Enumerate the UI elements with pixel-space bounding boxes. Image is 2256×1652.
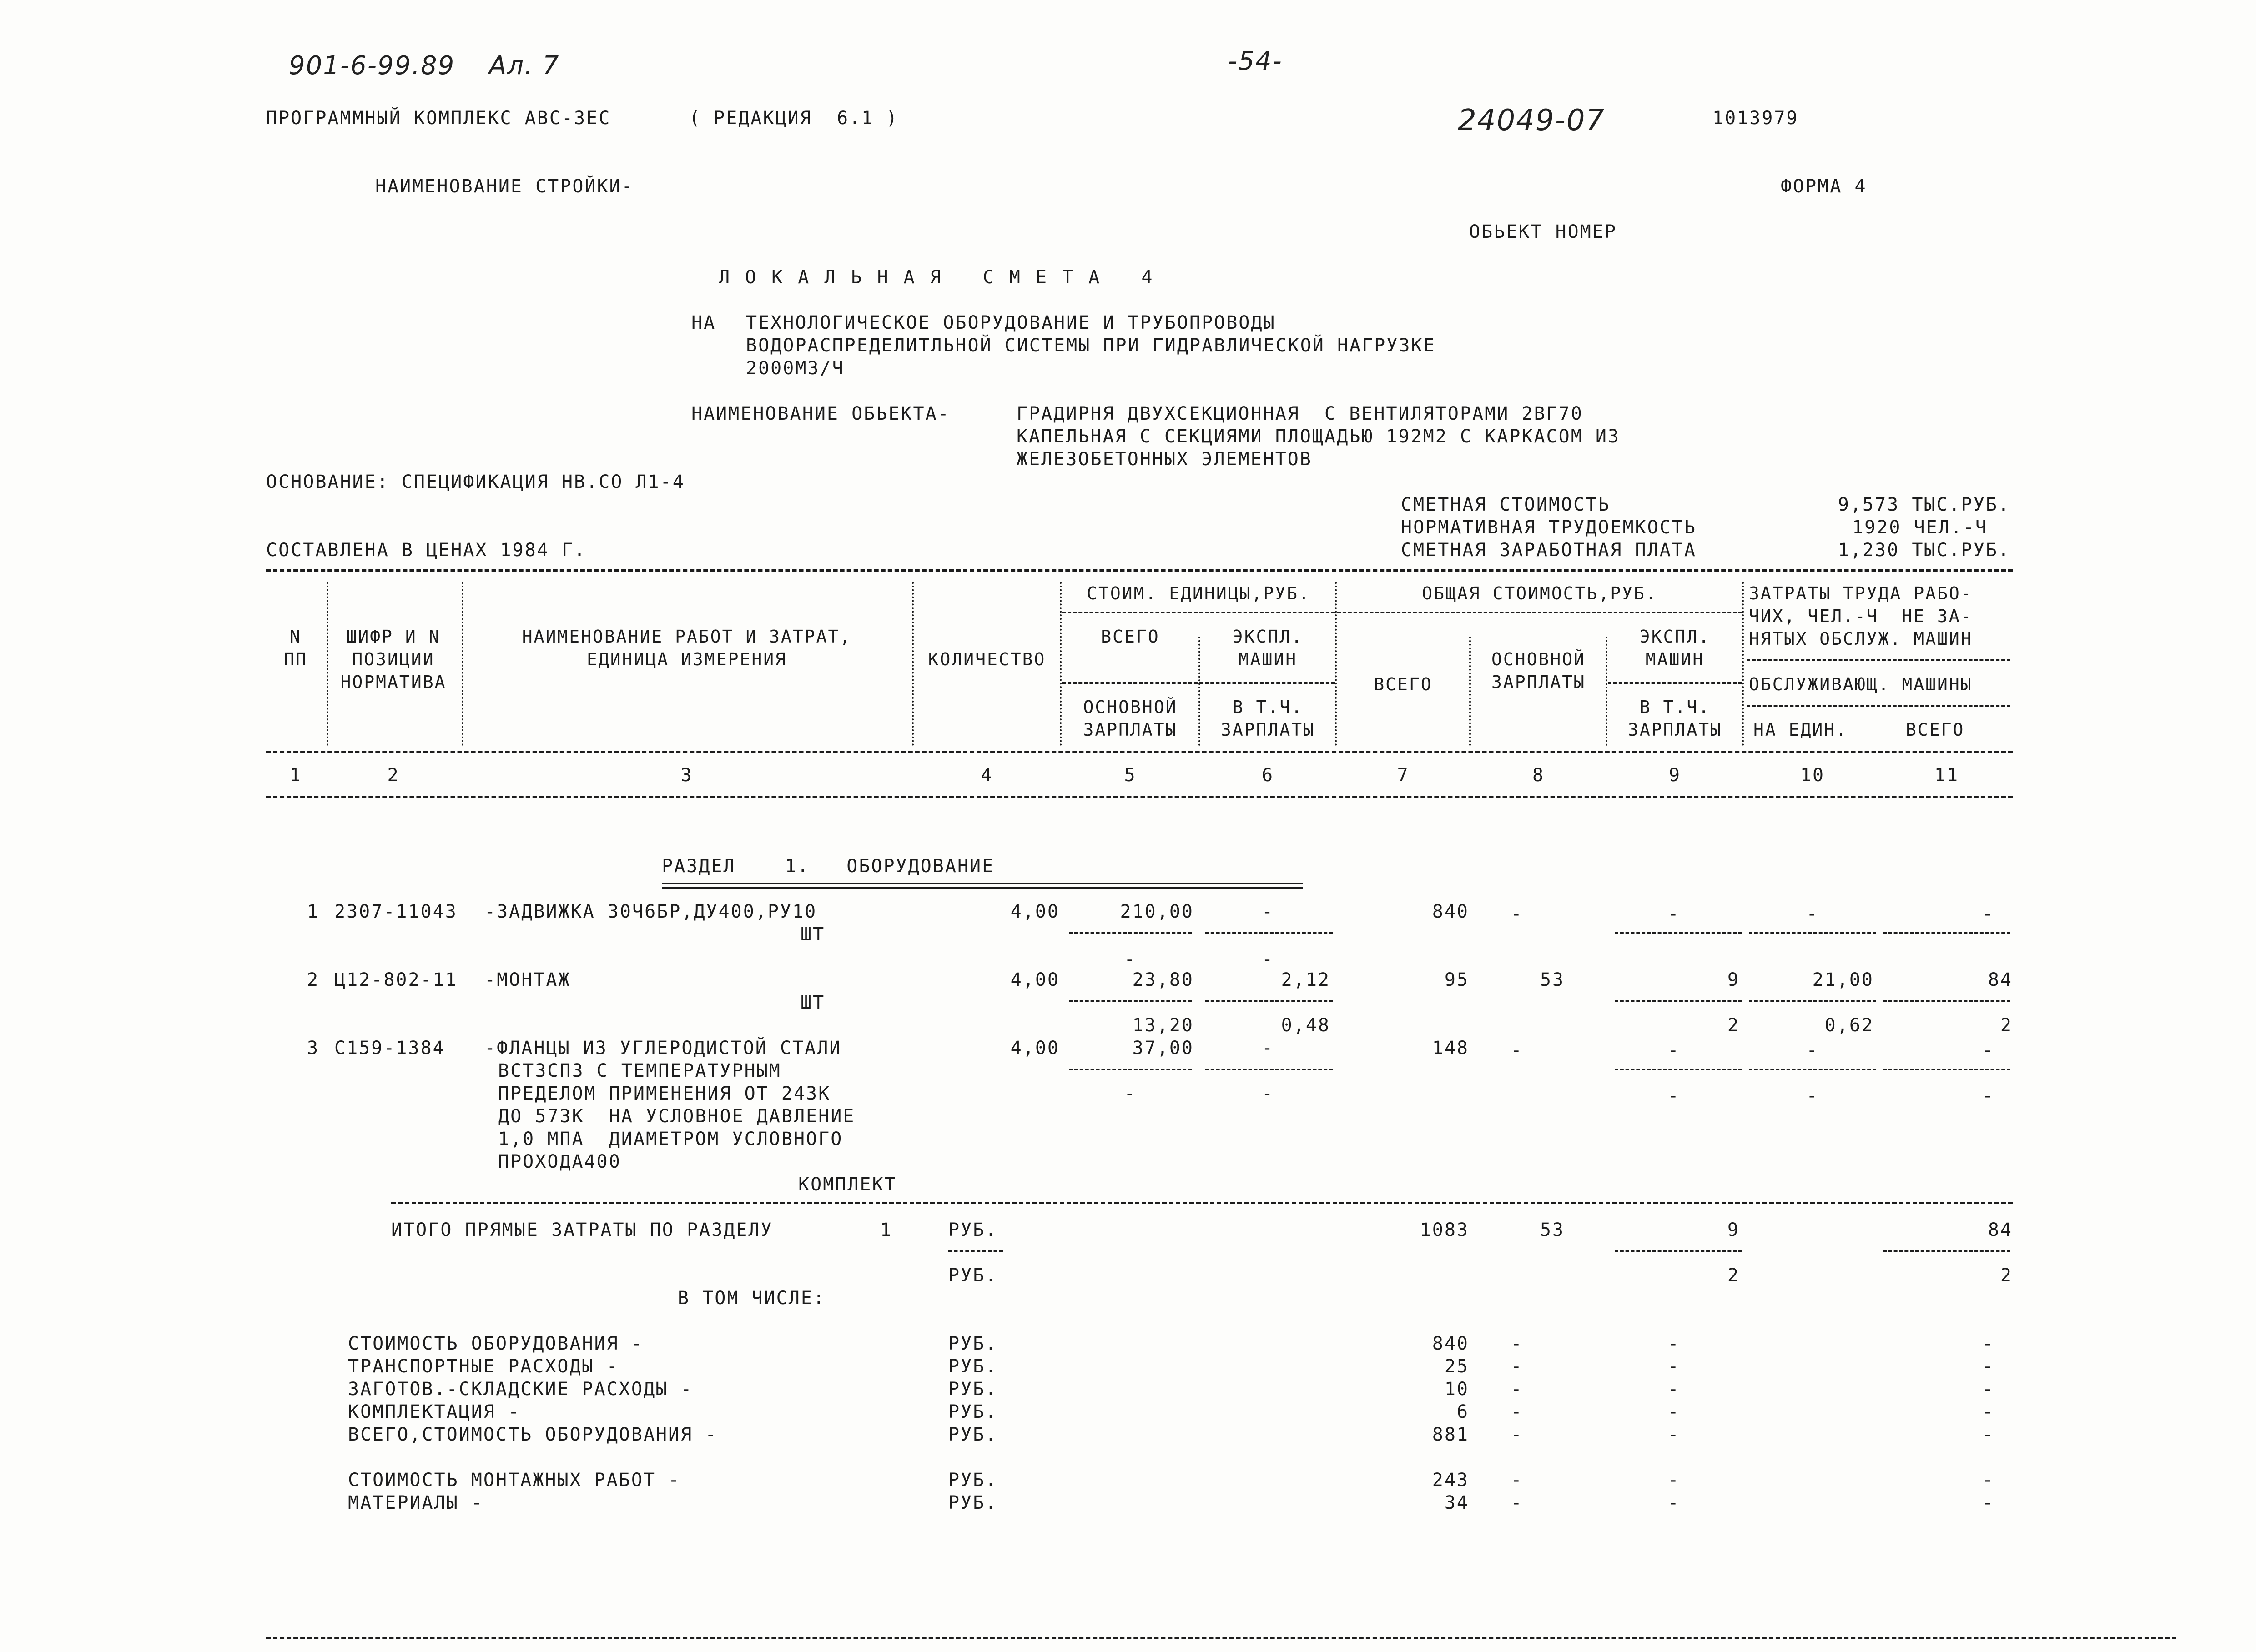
breakdown-label-1: СТОИМОСТЬ ОБОРУДОВАНИЯ - [348,1333,644,1354]
row1-total-wage: - [1511,904,1523,924]
colnum-6: 6 [1261,765,1274,786]
row1-name: -ЗАДВИЖКА 30Ч6БР,ДУ400,РУ10 [484,901,817,922]
colnum-8: 8 [1532,765,1545,786]
header-unit-vtch-1: В Т.Ч. [1232,697,1304,717]
breakdown-total-4: 6 [1456,1401,1469,1422]
breakdown-ekspl-4: - [1667,1401,1680,1422]
header-unit-osnovnoy-2: ЗАРПЛАТЫ [1083,720,1178,740]
col-sep-6 [1335,582,1337,746]
header-labor-vsego: ВСЕГО [1906,720,1965,740]
header-unit-vtch-2: ЗАРПЛАТЫ [1220,720,1315,740]
row2-total-ekspl: 9 [1727,969,1740,990]
summary-value-wages: 1,230 ТЫС.РУБ. [1838,540,2010,561]
totals-sub-9 [1615,1250,1742,1252]
ekspl-midrule [1608,682,1742,684]
row1-sub-5 [1069,932,1192,934]
totals-unit: РУБ. [948,1220,998,1240]
col-sep-8 [1606,637,1607,746]
header-total-vsego: ВСЕГО [1374,674,1433,694]
na-line-1: ТЕХНОЛОГИЧЕСКОЕ ОБОРУДОВАНИЕ И ТРУБОПРОВОДЫ [746,312,1276,333]
row2-unit-ekspl: 2,12 [1281,969,1330,990]
row2-total: 95 [1444,969,1469,990]
document-code: 1013979 [1712,108,1799,129]
header-col2-line3: НОРМАТИВА [340,672,447,692]
breakdown-unit-4: РУБ. [948,1401,998,1422]
object-number-label: ОБЬЕКТ НОМЕР [1469,221,1617,242]
na-label: НА [691,312,716,333]
breakdown-unit-5: РУБ. [948,1424,998,1445]
breakdown-labor-7: - [1982,1492,1994,1513]
row2-sub-11 [1883,1000,2010,1002]
stroika-label: НАИМЕНОВАНИЕ СТРОЙКИ- [375,176,634,197]
row2-qty: 4,00 [1010,969,1060,990]
row2-name: -МОНТАЖ [484,969,571,990]
header-col1-line2: ПП [284,649,307,669]
row1-sub-11 [1883,932,2010,934]
row2-unit-cost-wage: 13,20 [1132,1015,1194,1036]
header-labor-na-edin: НА ЕДИН. [1753,720,1848,740]
colnum-2: 2 [387,765,400,786]
row2-sub-9 [1615,1000,1742,1002]
row3-name-5: 1,0 МПА ДИАМЕТРОМ УСЛОВНОГО [498,1129,843,1150]
row1-unit-ekspl: - [1261,901,1274,922]
breakdown-unit-2: РУБ. [948,1356,998,1377]
breakdown-ekspl-2: - [1667,1356,1680,1377]
prices-line: СОСТАВЛЕНА В ЦЕНАХ 1984 Г. [266,540,587,561]
header-total-vtch-1: В Т.Ч. [1639,697,1711,717]
row2-labor-total: 84 [1988,969,2013,990]
row3-sub-6 [1205,1069,1333,1070]
header-total-osnovnoy-2: ЗАРПЛАТЫ [1491,672,1586,692]
row1-unit: ШТ [801,924,826,945]
na-line-3: 2000М3/Ч [746,358,845,379]
breakdown-total-7: 34 [1444,1492,1469,1513]
header-total-ekspl-2: МАШИН [1645,649,1705,669]
row3-sub-11 [1883,1069,2010,1070]
breakdown-labor-5: - [1982,1424,1994,1445]
row3-total-ekspl: - [1667,1040,1680,1061]
colnum-7: 7 [1397,765,1410,786]
row2-unit: ШТ [801,992,826,1013]
totals-labor: 84 [1988,1220,2013,1240]
breakdown-wage-2: - [1511,1356,1523,1377]
basis-line: ОСНОВАНИЕ: СПЕЦИФИКАЦИЯ НВ.СО Л1-4 [266,472,685,492]
breakdown-label-6: СТОИМОСТЬ МОНТАЖНЫХ РАБОТ - [348,1470,681,1491]
colnum-4: 4 [981,765,993,786]
totals-label: ИТОГО ПРЯМЫЕ ЗАТРАТЫ ПО РАЗДЕЛУ [391,1220,773,1240]
header-col3-line1: НАИМЕНОВАНИЕ РАБОТ И ЗАТРАТ, [522,627,852,647]
including-label: В ТОМ ЧИСЛЕ: [678,1288,826,1309]
header-total-vtch-2: ЗАРПЛАТЫ [1627,720,1722,740]
row3-name-2: ВСТ3СП3 С ТЕМПЕРАТУРНЫМ [498,1060,781,1081]
breakdown-label-7: МАТЕРИАЛЫ - [348,1492,483,1513]
header-total-ekspl-1: ЭКСПЛ. [1639,627,1711,647]
row3-sub-5 [1069,1069,1192,1070]
row3-labor-unit-b: - [1806,1085,1819,1106]
summary-value-cost: 9,573 ТЫС.РУБ. [1838,494,2010,515]
header-col2-line2: ПОЗИЦИИ [352,649,435,669]
row2-sub-6 [1205,1000,1333,1002]
total-cost-subrule [1337,612,1742,613]
row3-n: 3 [307,1038,320,1059]
row1-labor-total: - [1982,904,1994,924]
row3-unit-ekspl: - [1261,1038,1274,1059]
summary-value-labor: 1920 ЧЕЛ.-Ч [1852,517,1988,538]
breakdown-unit-6: РУБ. [948,1470,998,1491]
object-line-3: ЖЕЛЕЗОБЕТОННЫХ ЭЛЕМЕНТОВ [1017,449,1312,470]
breakdown-labor-3: - [1982,1379,1994,1400]
header-col1-line1: N [290,627,302,647]
program-name: ПРОГРАММНЫЙ КОМПЛЕКС АВС-ЗЕС [266,108,611,129]
row2-total-wage: 53 [1540,969,1565,990]
row3-code: С159-1384 [334,1038,445,1059]
row1-code: 2307-11043 [334,901,458,922]
breakdown-total-3: 10 [1444,1379,1469,1400]
row2-n: 2 [307,969,320,990]
row3-labor-total-b: - [1982,1085,1994,1106]
breakdown-ekspl-1: - [1667,1333,1680,1354]
summary-label-wages: СМЕТНАЯ ЗАРАБОТНАЯ ПЛАТА [1401,540,1697,561]
row2-labor-unit: 21,00 [1812,969,1874,990]
row1-sub-10 [1749,932,1876,934]
section-title: РАЗДЕЛ 1. ОБОРУДОВАНИЕ [662,856,995,877]
totals-wage: 53 [1540,1220,1565,1240]
breakdown-total-5: 881 [1432,1424,1469,1445]
summary-label-cost: СМЕТНАЯ СТОИМОСТЬ [1401,494,1611,515]
breakdown-ekspl-5: - [1667,1424,1680,1445]
row3-labor-total: - [1982,1040,1994,1061]
row2-unit-cost: 23,80 [1132,969,1194,990]
row1-unit-cost-wage: - [1124,949,1137,970]
row3-total-ekspl-wage: - [1667,1085,1680,1106]
row3-sub-10 [1749,1069,1876,1070]
breakdown-ekspl-3: - [1667,1379,1680,1400]
object-label: НАИМЕНОВАНИЕ ОБЬЕКТА- [691,403,950,424]
totals-unit-2: РУБ. [948,1265,998,1286]
col-sep-5 [1198,637,1200,746]
row3-name-4: ДО 573К НА УСЛОВНОЕ ДАВЛЕНИЕ [498,1106,856,1127]
breakdown-labor-4: - [1982,1401,1994,1422]
object-line-2: КАПЕЛЬНАЯ С СЕКЦИЯМИ ПЛОЩАДЬЮ 192М2 С КАРКАСОМ ИЗ [1017,426,1621,447]
row2-unit-ekspl-wage: 0,48 [1281,1015,1330,1036]
header-unit-cost: СТОИМ. ЕДИНИЦЫ,РУБ. [1087,583,1310,603]
labor-rule-1 [1747,659,2010,661]
breakdown-wage-6: - [1511,1470,1523,1491]
breakdown-label-3: ЗАГОТОВ.-СКЛАДСКИЕ РАСХОДЫ - [348,1379,693,1400]
bottom-perforation [266,1637,2176,1639]
breakdown-labor-1: - [1982,1333,1994,1354]
row1-unit-cost: 210,00 [1120,901,1194,922]
handwritten-reg-number: 24049-07 [1458,104,1606,137]
colnum-9: 9 [1668,765,1682,786]
header-total-osnovnoy-1: ОСНОВНОЙ [1491,649,1586,669]
estimate-title: ЛОКАЛЬНАЯ СМЕТА 4 [719,267,1168,288]
row3-name-3: ПРЕДЕЛОМ ПРИМЕНЕНИЯ ОТ 243К [498,1083,831,1104]
row1-total-ekspl: - [1667,904,1680,924]
program-edition: ( РЕДАКЦИЯ 6.1 ) [689,108,899,129]
row1-qty: 4,00 [1010,901,1060,922]
totals-total: 1083 [1420,1220,1469,1240]
col-sep-7 [1469,637,1471,746]
row2-labor-total-b: 2 [2000,1015,2013,1036]
form-label: ФОРМА 4 [1781,176,1867,197]
handwritten-album: Ал. 7 [489,51,560,80]
header-col2-line1: ШИФР И N [346,627,441,647]
row3-total-wage: - [1511,1040,1523,1061]
object-line-1: ГРАДИРНЯ ДВУХСЕКЦИОННАЯ С ВЕНТИЛЯТОРАМИ 2ВГ70 [1017,403,1583,424]
row3-unit: КОМПЛЕКТ [798,1174,897,1195]
breakdown-labor-6: - [1982,1470,1994,1491]
row1-sub-9 [1615,932,1742,934]
breakdown-total-1: 840 [1432,1333,1469,1354]
header-col3-line2: ЕДИНИЦА ИЗМЕРЕНИЯ [587,649,787,669]
summary-label-labor: НОРМАТИВНАЯ ТРУДОЕМКОСТЬ [1401,517,1697,538]
handwritten-page-number: -54- [1228,46,1283,76]
totals-sub-11 [1883,1250,2010,1252]
col-sep-2 [462,582,463,746]
labor-rule-2 [1747,705,2010,707]
unit-cost-midrule [1062,682,1335,684]
breakdown-wage-1: - [1511,1333,1523,1354]
breakdown-ekspl-7: - [1667,1492,1680,1513]
colnum-1: 1 [289,765,302,786]
totals-ekspl-wage: 2 [1727,1265,1740,1286]
breakdown-total-6: 243 [1432,1470,1469,1491]
row3-name-6: ПРОХОДА400 [498,1151,621,1172]
unit-cost-subrule [1062,612,1335,613]
column-numbers-rule [266,796,2013,798]
row1-total: 840 [1432,901,1469,922]
breakdown-wage-5: - [1511,1424,1523,1445]
colnum-5: 5 [1124,765,1137,786]
section-underline [662,883,1303,889]
row2-labor-unit-b: 0,62 [1824,1015,1874,1036]
row1-n: 1 [307,901,320,922]
handwritten-doc-code: 901-6-99.89 [289,51,455,80]
totals-rule [391,1202,2013,1204]
breakdown-wage-4: - [1511,1401,1523,1422]
na-line-2: ВОДОРАСПРЕДЕЛИТЛЬНОЙ СИСТЕМЫ ПРИ ГИДРАВЛИЧЕСКОЙ НАГРУЗКЕ [746,335,1436,356]
breakdown-label-4: КОМПЛЕКТАЦИЯ - [348,1401,521,1422]
colnum-11: 11 [1934,765,1959,786]
row3-qty: 4,00 [1010,1038,1060,1059]
row2-sub-10 [1749,1000,1876,1002]
header-labor-4: ОБСЛУЖИВАЮЩ. МАШИНЫ [1749,674,1973,694]
row3-total: 148 [1432,1038,1469,1059]
totals-ekspl: 9 [1727,1220,1740,1240]
row1-unit-ekspl-wage: - [1261,949,1274,970]
breakdown-unit-3: РУБ. [948,1379,998,1400]
header-unit-osnovnoy-1: ОСНОВНОЙ [1083,697,1178,717]
table-header-bottom-rule [266,751,2013,753]
row1-sub-6 [1205,932,1333,934]
row3-unit-ekspl-wage: - [1261,1083,1274,1104]
table-top-rule [266,569,2013,572]
colnum-3: 3 [680,765,693,786]
row2-total-ekspl-wage: 2 [1727,1015,1740,1036]
header-labor-2: ЧИХ, ЧЕЛ.-Ч НЕ ЗА- [1749,606,1973,626]
breakdown-total-2: 25 [1444,1356,1469,1377]
row3-unit-cost: 37,00 [1132,1038,1194,1059]
breakdown-labor-2: - [1982,1356,1994,1377]
totals-section-no: 1 [880,1220,893,1240]
breakdown-label-5: ВСЕГО,СТОИМОСТЬ ОБОРУДОВАНИЯ - [348,1424,718,1445]
row3-unit-cost-wage: - [1124,1083,1137,1104]
row2-sub-5 [1069,1000,1192,1002]
breakdown-unit-7: РУБ. [948,1492,998,1513]
row2-code: Ц12-802-11 [334,969,458,990]
row3-labor-unit: - [1806,1040,1819,1061]
header-total-cost: ОБЩАЯ СТОИМОСТЬ,РУБ. [1422,583,1657,603]
header-labor-1: ЗАТРАТЫ ТРУДА РАБО- [1749,583,1973,603]
breakdown-wage-3: - [1511,1379,1523,1400]
header-unit-ekspl-1: ЭКСПЛ. [1232,627,1304,647]
row1-labor-unit: - [1806,904,1819,924]
header-unit-vsego: ВСЕГО [1101,627,1160,647]
header-col4: КОЛИЧЕСТВО [928,649,1046,669]
row3-sub-9 [1615,1069,1742,1070]
row3-name-1: -ФЛАНЦЫ ИЗ УГЛЕРОДИСТОЙ СТАЛИ [484,1038,842,1059]
breakdown-unit-1: РУБ. [948,1333,998,1354]
breakdown-ekspl-6: - [1667,1470,1680,1491]
totals-unit-rule [948,1250,1003,1252]
breakdown-label-2: ТРАНСПОРТНЫЕ РАСХОДЫ - [348,1356,619,1377]
col-sep-9 [1742,582,1744,746]
colnum-10: 10 [1800,765,1825,786]
header-unit-ekspl-2: МАШИН [1238,649,1298,669]
totals-labor-b: 2 [2000,1265,2013,1286]
breakdown-wage-7: - [1511,1492,1523,1513]
header-labor-3: НЯТЫХ ОБСЛУЖ. МАШИН [1749,629,1973,649]
